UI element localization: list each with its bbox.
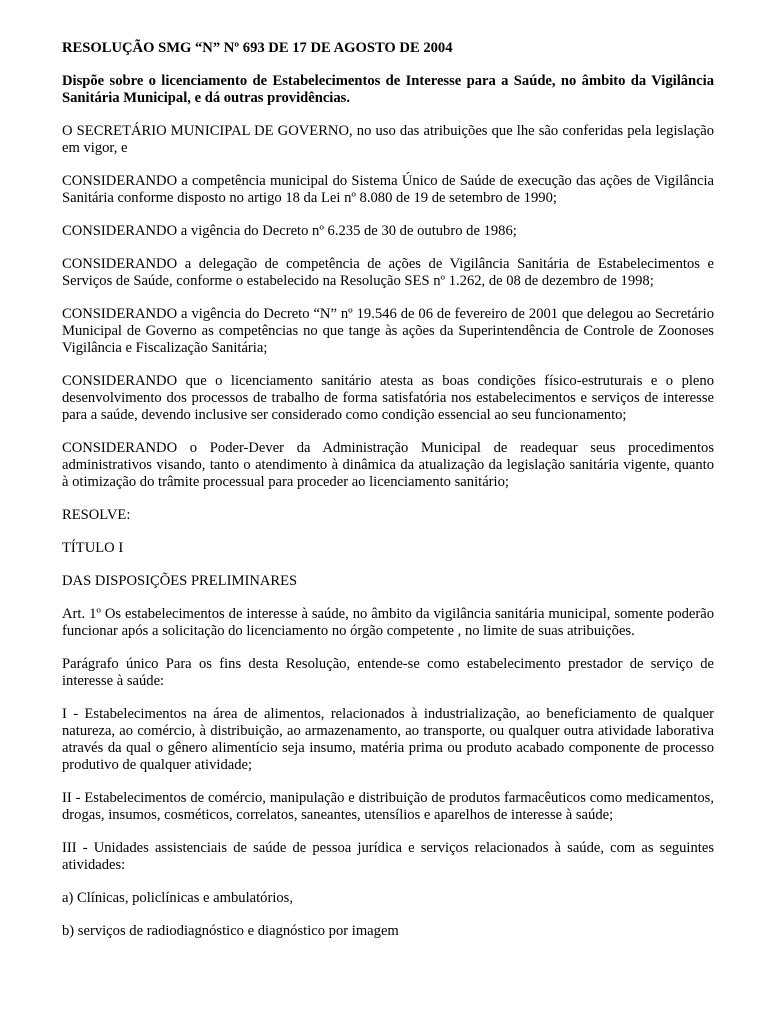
paragraph-considerando-5: CONSIDERANDO que o licenciamento sanitário atesta as boas condições físico-estruturais e o pleno desenvolvimento dos processos de trabalho de forma satisfatória nos estabelecimentos e serviços de interesse para a saúde, devendo inclusive ser considerado como condição essencial ao seu funcionamento; bbox=[62, 373, 714, 423]
section-heading-disposicoes: DAS DISPOSIÇÕES PRELIMINARES bbox=[62, 573, 298, 589]
paragraph-considerando-6: CONSIDERANDO o Poder-Dever da Administração Municipal de readequar seus procedimentos administrativos visando, tanto o atendimento à dinâmica da atualização da legislação sanitária vigente, quanto à otimização do trâmite processual para proceder ao licenciamento sanitário; bbox=[62, 440, 714, 490]
paragraph-paragrafo-unico: Parágrafo único Para os fins desta Resolução, entende-se como estabelecimento prestador de serviço de interesse à saúde: bbox=[62, 656, 714, 689]
paragraph-article-1: Art. 1º Os estabelecimentos de interesse à saúde, no âmbito da vigilância sanitária municipal, somente poderão funcionar após a solicitação do licenciamento no órgão competente , no limite de suas atribuições. bbox=[62, 606, 714, 639]
paragraph-considerando-3: CONSIDERANDO a delegação de competência de ações de Vigilância Sanitária de Estabelecimentos e Serviços de Saúde, conforme o estabelecido na Resolução SES nº 1.262, de 08 de dezembro de 1998; bbox=[62, 256, 714, 289]
paragraph-item-a: a) Clínicas, policlínicas e ambulatórios, bbox=[62, 890, 294, 906]
section-heading-titulo: TÍTULO I bbox=[62, 540, 124, 556]
paragraph-preamble: O SECRETÁRIO MUNICIPAL DE GOVERNO, no uso das atribuições que lhe são conferidas pela legislação em vigor, e bbox=[62, 123, 714, 156]
document-page bbox=[62, 40, 714, 956]
document-subtitle: Dispõe sobre o licenciamento de Estabelecimentos de Interesse para a Saúde, no âmbito da Vigilância Sanitária Municipal, e dá outras providências. bbox=[62, 73, 714, 106]
paragraph-item-iii: III - Unidades assistenciais de saúde de pessoa jurídica e serviços relacionados à saúde, com as seguintes atividades: bbox=[62, 840, 714, 873]
paragraph-item-i: I - Estabelecimentos na área de alimentos, relacionados à industrialização, ao beneficiamento de qualquer natureza, ao comércio, à distribuição, ao armazenamento, ao transporte, ou qualquer outra atividade laborativa através da qual o gênero alimentício seja insumo, matéria prima ou produto acabado componente de processo produtivo de qualquer atividade; bbox=[62, 706, 714, 773]
document-title: RESOLUÇÃO SMG “N” Nº 693 DE 17 DE AGOSTO DE 2004 bbox=[62, 40, 453, 56]
paragraph-considerando-2: CONSIDERANDO a vigência do Decreto nº 6.235 de 30 de outubro de 1986; bbox=[62, 223, 517, 239]
paragraph-considerando-1: CONSIDERANDO a competência municipal do Sistema Único de Saúde de execução das ações de Vigilância Sanitária conforme disposto no artigo 18 da Lei nº 8.080 de 19 de setembro de 1990; bbox=[62, 173, 714, 206]
paragraph-considerando-4: CONSIDERANDO a vigência do Decreto “N” nº 19.546 de 06 de fevereiro de 2001 que delegou ao Secretário Municipal de Governo as competências no que tange às ações da Superintendência de Controle de Zoonoses Vigilância e Fiscalização Sanitária; bbox=[62, 306, 714, 356]
paragraph-item-b: b) serviços de radiodiagnóstico e diagnóstico por imagem bbox=[62, 923, 399, 939]
paragraph-item-ii: II - Estabelecimentos de comércio, manipulação e distribuição de produtos farmacêuticos como medicamentos, drogas, insumos, cosméticos, correlatos, saneantes, utensílios e aparelhos de interesse à saúde; bbox=[62, 790, 714, 823]
paragraph-resolve: RESOLVE: bbox=[62, 507, 131, 523]
